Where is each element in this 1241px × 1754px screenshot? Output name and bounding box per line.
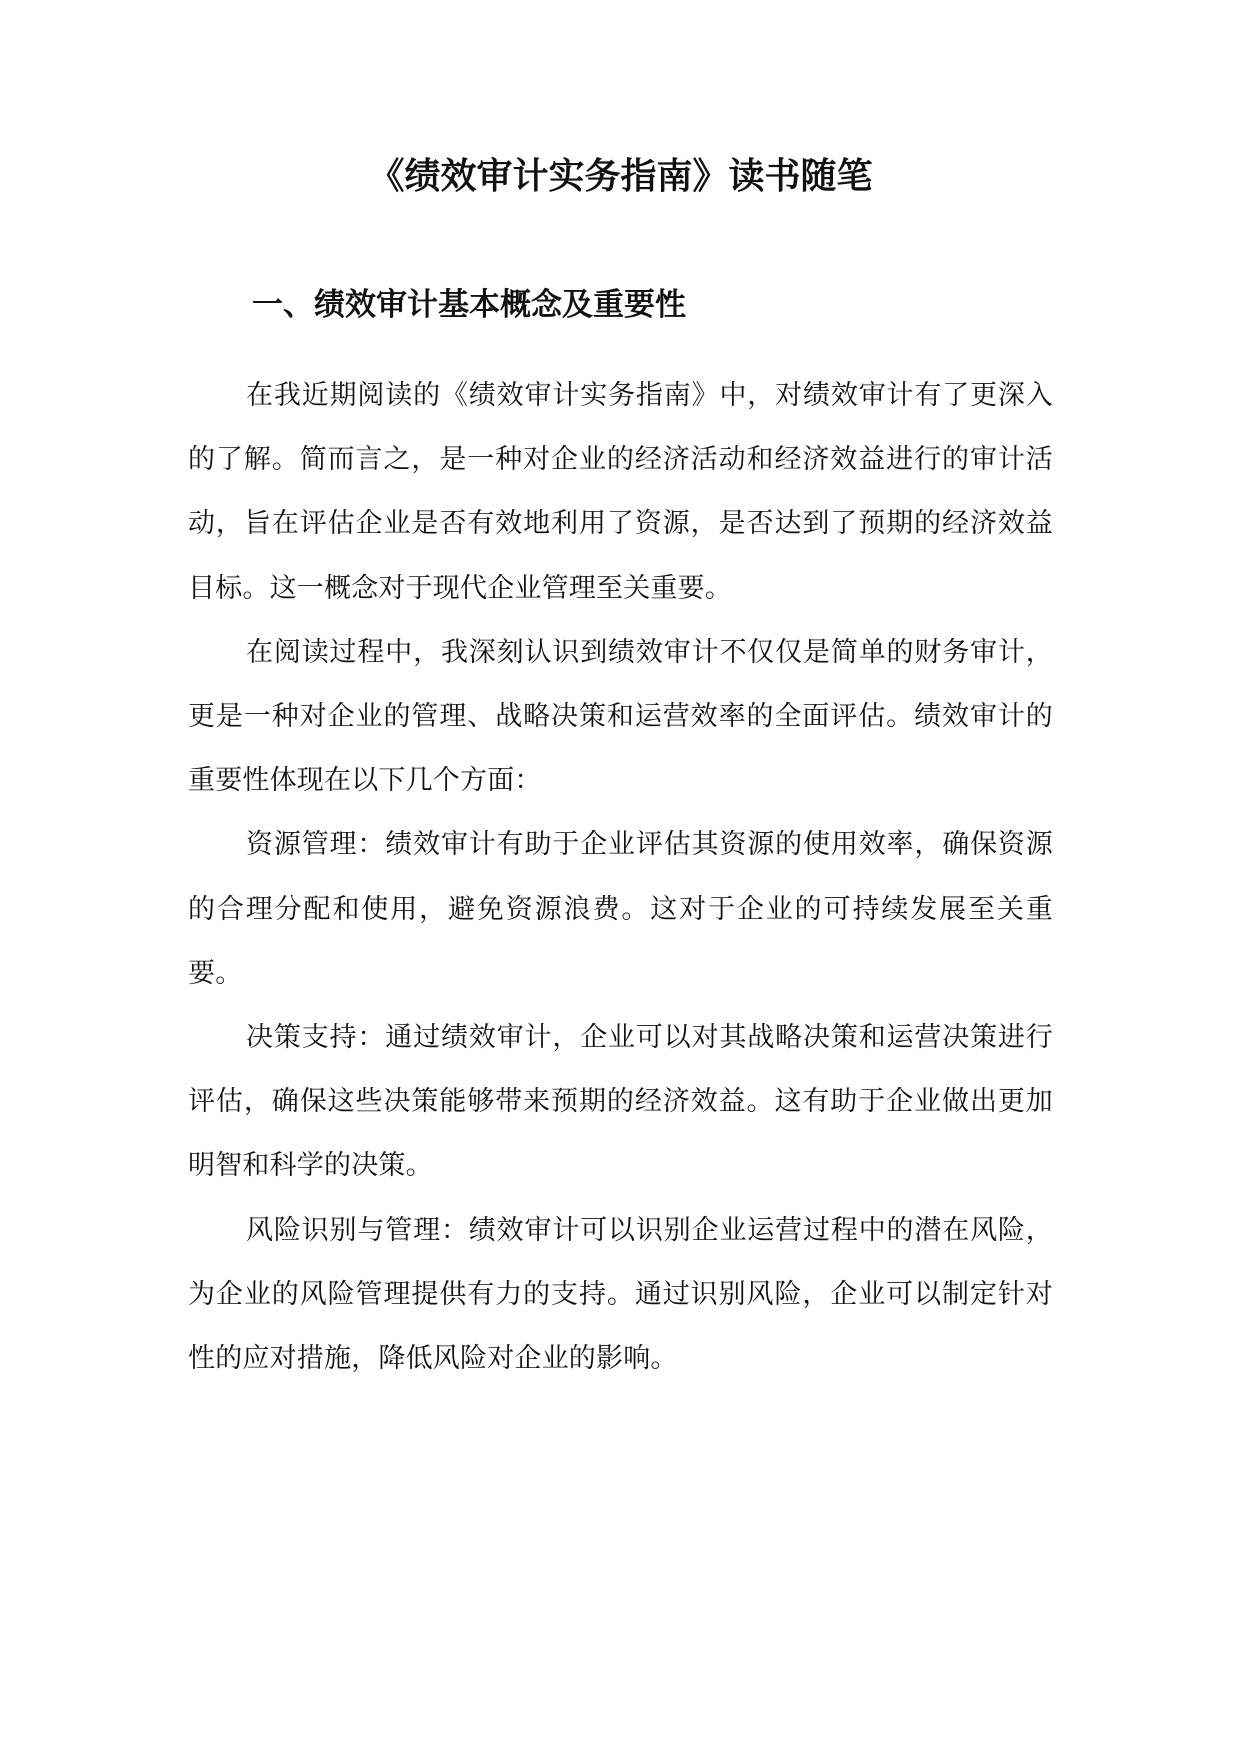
paragraph-risk-management: 风险识别与管理：绩效审计可以识别企业运营过程中的潜在风险，为企业的风险管理提供有力的支持。通过识别风险，企业可以制定针对性的应对措施，降低风险对企业的影响。	[188, 1214, 1053, 1375]
section-heading: 一、绩效审计基本概念及重要性	[252, 287, 686, 323]
paragraph-resource-management: 资源管理：绩效审计有助于企业评估其资源的使用效率，确保资源的合理分配和使用，避免资源浪费。这对于企业的可持续发展至关重要。	[188, 829, 1053, 989]
document-title: 《绩效审计实务指南》读书随笔	[368, 155, 873, 197]
paragraph-importance: 在阅读过程中，我深刻认识到绩效审计不仅仅是简单的财务审计，更是一种对企业的管理、战略决策和运营效率的全面评估。绩效审计的重要性体现在以下几个方面：	[188, 636, 1053, 797]
paragraph-decision-support: 决策支持：通过绩效审计，企业可以对其战略决策和运营决策进行评估，确保这些决策能够带来预期的经济效益。这有助于企业做出更加明智和科学的决策。	[188, 1022, 1053, 1182]
paragraph-intro: 在我近期阅读的《绩效审计实务指南》中，对绩效审计有了更深入的了解。简而言之，是一种对企业的经济活动和经济效益进行的审计活动，旨在评估企业是否有效地利用了资源，是否达到了预期的经济效益目标。这一概念对于现代企业管理至关重要。	[188, 380, 1053, 604]
body-text	[188, 364, 1053, 1391]
